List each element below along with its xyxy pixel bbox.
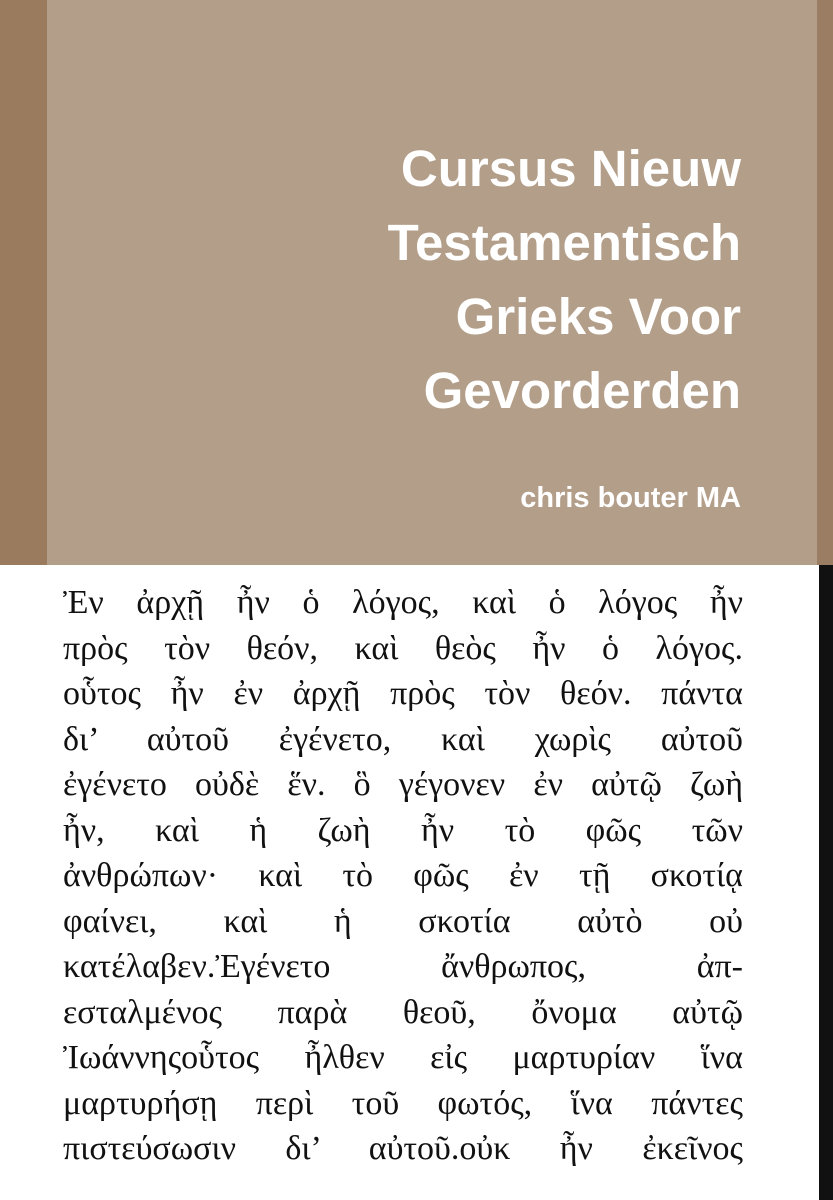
greek-line: Ἰωάννηςοὗτος ἦλθεν εἰς μαρτυρίαν ἵνα — [63, 1039, 743, 1076]
title-line: Gevorderden — [423, 362, 741, 419]
title-line: Testamentisch — [387, 214, 741, 271]
greek-line: οὗτος ἦν ἐν ἀρχῇ πρὸς τὸν θεόν. πάντα — [63, 675, 743, 712]
greek-line: πρὸς τὸν θεόν, καὶ θεὸς ἦν ὁ λόγος. — [63, 629, 743, 667]
greek-line: ἦν, καὶ ἡ ζωὴ ἦν τὸ φῶς τῶν — [63, 811, 743, 849]
spine-shadow — [819, 565, 833, 1200]
title-line: Cursus Nieuw — [400, 140, 741, 197]
greek-line: ἀνθρώπων· καὶ τὸ φῶς ἐν τῇ σκοτίᾳ — [63, 857, 743, 894]
author-name: chris bouter MA — [520, 482, 741, 514]
greek-line: κατέλαβεν.Ἐγένετο ἄνθρωπος, ἀπ- — [63, 948, 743, 985]
right-brown-strip — [817, 0, 833, 565]
greek-line: μαρτυρήσῃ περὶ τοῦ φωτός, ἵνα πάντες — [63, 1084, 743, 1122]
greek-line: δι’ αὐτοῦ ἐγένετο, καὶ χωρὶς αὐτοῦ — [63, 720, 743, 758]
book-title — [221, 132, 741, 428]
greek-line: ἐγένετο οὐδὲ ἕν. ὃ γέγονεν ἐν αὐτῷ ζωὴ — [63, 766, 743, 803]
title-line: Grieks Voor — [455, 288, 741, 345]
greek-line: πιστεύσωσιν δι’ αὐτοῦ.οὐκ ἦν ἐκεῖνος — [63, 1130, 743, 1167]
left-brown-strip — [0, 0, 47, 565]
greek-line: εσταλμένος παρὰ θεοῦ, ὄνομα αὐτῷ — [63, 993, 743, 1031]
greek-text-block — [63, 580, 743, 1172]
greek-line: Ἐν ἀρχῇ ἦν ὁ λόγος, καὶ ὁ λόγος ἦν — [63, 584, 743, 621]
greek-line: φαίνει, καὶ ἡ σκοτία αὐτὸ οὐ — [63, 902, 743, 940]
